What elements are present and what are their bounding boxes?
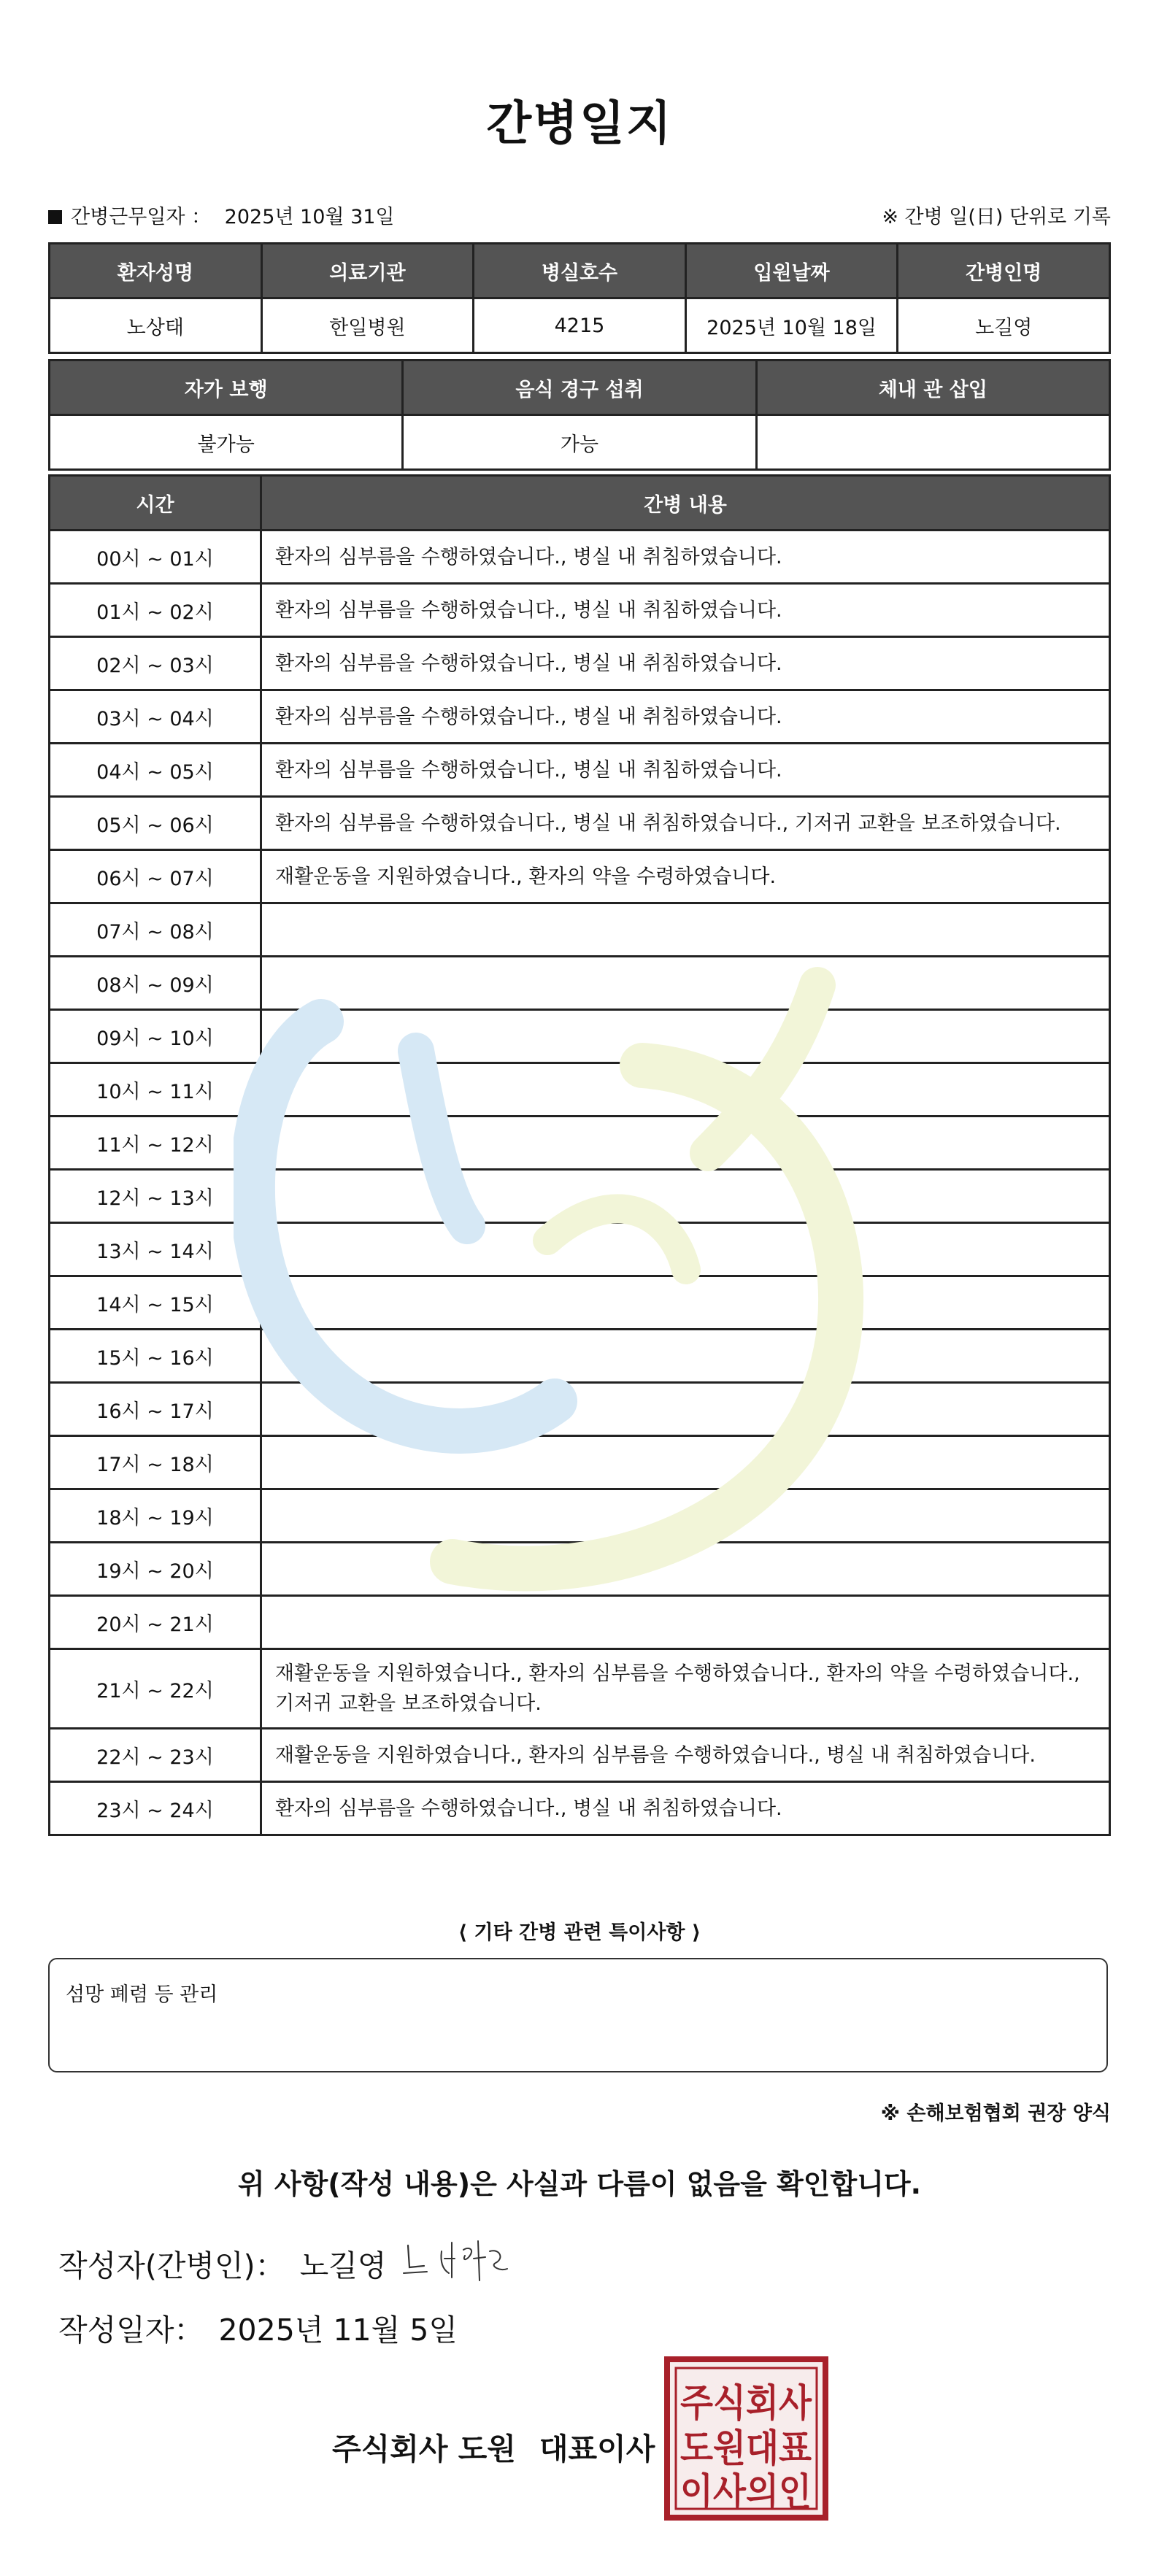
writer-name: 노길영 — [299, 2248, 387, 2283]
log-time: 20시 ~ 21시 — [50, 1596, 261, 1649]
log-time: 16시 ~ 17시 — [50, 1383, 261, 1436]
log-content: 환자의 심부름을 수행하였습니다., 병실 내 취침하였습니다. — [261, 744, 1110, 797]
svg-text:이사의인: 이사의인 — [680, 2471, 812, 2515]
log-content: 재활운동을 지원하였습니다., 환자의 심부름을 수행하였습니다., 환자의 약을 수령하였습니다., 기저귀 교환을 보조하였습니다. — [261, 1649, 1110, 1729]
log-time: 03시 ~ 04시 — [50, 690, 261, 744]
log-content — [261, 1063, 1110, 1117]
log-content: 재활운동을 지원하였습니다., 환자의 심부름을 수행하였습니다., 병실 내 취침하였습니다. — [261, 1729, 1110, 1782]
header-room-number: 병실호수 — [474, 244, 686, 298]
patient-info-header-row — [50, 244, 1110, 298]
tube-insertion-value — [756, 415, 1109, 470]
log-time: 12시 ~ 13시 — [50, 1170, 261, 1223]
log-content — [261, 1010, 1110, 1063]
table-row — [50, 1117, 1110, 1170]
svg-text:도원대표: 도원대표 — [680, 2427, 812, 2471]
caregiver-name: 노길영 — [898, 298, 1110, 353]
log-time: 19시 ~ 20시 — [50, 1543, 261, 1596]
log-content: 환자의 심부름을 수행하였습니다., 병실 내 취침하였습니다. — [261, 531, 1110, 584]
log-content — [261, 1276, 1110, 1330]
log-time: 22시 ~ 23시 — [50, 1729, 261, 1782]
header-caregiver-name: 간병인명 — [898, 244, 1110, 298]
table-row — [50, 1596, 1110, 1649]
log-content: 환자의 심부름을 수행하였습니다., 병실 내 취침하였습니다. — [261, 1782, 1110, 1835]
log-time: 23시 ~ 24시 — [50, 1782, 261, 1835]
table-row — [50, 1436, 1110, 1489]
table-row — [50, 1330, 1110, 1383]
table-row — [50, 1223, 1110, 1276]
log-time: 05시 ~ 06시 — [50, 797, 261, 850]
hospital-name: 한일병원 — [261, 298, 474, 353]
log-time: 01시 ~ 02시 — [50, 584, 261, 637]
company-line — [332, 2425, 655, 2468]
table-row — [50, 850, 1110, 903]
recommended-form-note: ※ 손해보험협회 권장 양식 — [880, 2102, 1111, 2125]
log-time: 11시 ~ 12시 — [50, 1117, 261, 1170]
header-time: 시간 — [50, 476, 261, 531]
page-title: 간병일지 — [486, 97, 673, 151]
log-content: 환자의 심부름을 수행하였습니다., 병실 내 취침하였습니다. — [261, 584, 1110, 637]
log-time: 21시 ~ 22시 — [50, 1649, 261, 1729]
log-time: 14시 ~ 15시 — [50, 1276, 261, 1330]
log-content — [261, 1117, 1110, 1170]
table-row — [50, 1383, 1110, 1436]
daily-record-note: ※ 간병 일(日) 단위로 기록 — [882, 206, 1111, 228]
log-content — [261, 1383, 1110, 1436]
header-oral-intake: 음식 경구 섭취 — [403, 360, 756, 415]
company-representative: 대표이사 — [539, 2432, 655, 2467]
table-row — [50, 1063, 1110, 1117]
header-care-content: 간병 내용 — [261, 476, 1110, 531]
log-content: 재활운동을 지원하였습니다., 환자의 약을 수령하였습니다. — [261, 850, 1110, 903]
log-content — [261, 1489, 1110, 1543]
log-content — [261, 1596, 1110, 1649]
company-seal-icon — [664, 2356, 828, 2521]
header-tube-insertion: 체내 관 삽입 — [756, 360, 1109, 415]
header-patient-name: 환자성명 — [50, 244, 262, 298]
log-content — [261, 903, 1110, 957]
header-self-walking: 자가 보행 — [50, 360, 403, 415]
write-date-label: 작성일자： — [58, 2313, 204, 2348]
table-row — [50, 1782, 1110, 1835]
work-date-value: 2025년 10월 31일 — [224, 206, 395, 228]
log-time: 02시 ~ 03시 — [50, 637, 261, 690]
work-date-label: 간병근무일자 ： — [71, 206, 212, 228]
header-admission-date: 입원날짜 — [685, 244, 898, 298]
write-date-line — [58, 2306, 458, 2349]
log-time: 15시 ~ 16시 — [50, 1330, 261, 1383]
table-row — [50, 744, 1110, 797]
care-status-value-row — [50, 415, 1110, 470]
table-row — [50, 531, 1110, 584]
log-content — [261, 1330, 1110, 1383]
care-status-table — [48, 359, 1111, 471]
confirmation-statement: 위 사항(작성 내용)은 사실과 다름이 없음을 확인합니다. — [237, 2168, 922, 2200]
handwritten-signature-icon — [398, 2229, 515, 2288]
log-time: 10시 ~ 11시 — [50, 1063, 261, 1117]
table-row — [50, 1010, 1110, 1063]
table-row — [50, 1170, 1110, 1223]
table-row — [50, 903, 1110, 957]
admission-date: 2025년 10월 18일 — [685, 298, 898, 353]
write-date-value: 2025년 11월 5일 — [218, 2313, 458, 2348]
table-row — [50, 1649, 1110, 1729]
table-row — [50, 1543, 1110, 1596]
table-row — [50, 1729, 1110, 1782]
log-content: 환자의 심부름을 수행하였습니다., 병실 내 취침하였습니다., 기저귀 교환을 보조하였습니다. — [261, 797, 1110, 850]
patient-name: 노상태 — [50, 298, 262, 353]
patient-info-value-row — [50, 298, 1110, 353]
table-row — [50, 584, 1110, 637]
log-time: 08시 ~ 09시 — [50, 957, 261, 1010]
log-time: 09시 ~ 10시 — [50, 1010, 261, 1063]
square-bullet-icon — [48, 210, 62, 224]
log-time: 13시 ~ 14시 — [50, 1223, 261, 1276]
log-time: 00시 ~ 01시 — [50, 531, 261, 584]
oral-intake-value: 가능 — [403, 415, 756, 470]
log-content — [261, 1170, 1110, 1223]
log-content — [261, 1436, 1110, 1489]
table-row — [50, 1489, 1110, 1543]
log-content: 환자의 심부름을 수행하였습니다., 병실 내 취침하였습니다. — [261, 690, 1110, 744]
special-notes-title: ⟨ 기타 간병 관련 특이사항 ⟩ — [458, 1921, 701, 1944]
log-content — [261, 1223, 1110, 1276]
log-time: 18시 ~ 19시 — [50, 1489, 261, 1543]
log-time: 06시 ~ 07시 — [50, 850, 261, 903]
self-walking-value: 불가능 — [50, 415, 403, 470]
svg-text:주식회사: 주식회사 — [680, 2382, 812, 2426]
table-row — [50, 797, 1110, 850]
table-row — [50, 690, 1110, 744]
log-content: 환자의 심부름을 수행하였습니다., 병실 내 취침하였습니다. — [261, 637, 1110, 690]
log-content — [261, 1543, 1110, 1596]
header-hospital: 의료기관 — [261, 244, 474, 298]
hourly-care-log-table — [48, 474, 1111, 1836]
table-row — [50, 637, 1110, 690]
room-number: 4215 — [474, 298, 686, 353]
work-date-line — [48, 201, 395, 229]
log-time: 07시 ~ 08시 — [50, 903, 261, 957]
table-row — [50, 957, 1110, 1010]
log-time: 04시 ~ 05시 — [50, 744, 261, 797]
log-header-row — [50, 476, 1110, 531]
table-row — [50, 1276, 1110, 1330]
writer-label: 작성자(간병인)： — [58, 2248, 285, 2283]
special-notes-box: 섬망 폐렴 등 관리 — [48, 1958, 1108, 2072]
care-status-header-row — [50, 360, 1110, 415]
log-time: 17시 ~ 18시 — [50, 1436, 261, 1489]
log-content — [261, 957, 1110, 1010]
patient-info-table — [48, 242, 1111, 354]
company-name: 주식회사 도원 — [332, 2432, 516, 2467]
writer-line — [58, 2242, 386, 2285]
